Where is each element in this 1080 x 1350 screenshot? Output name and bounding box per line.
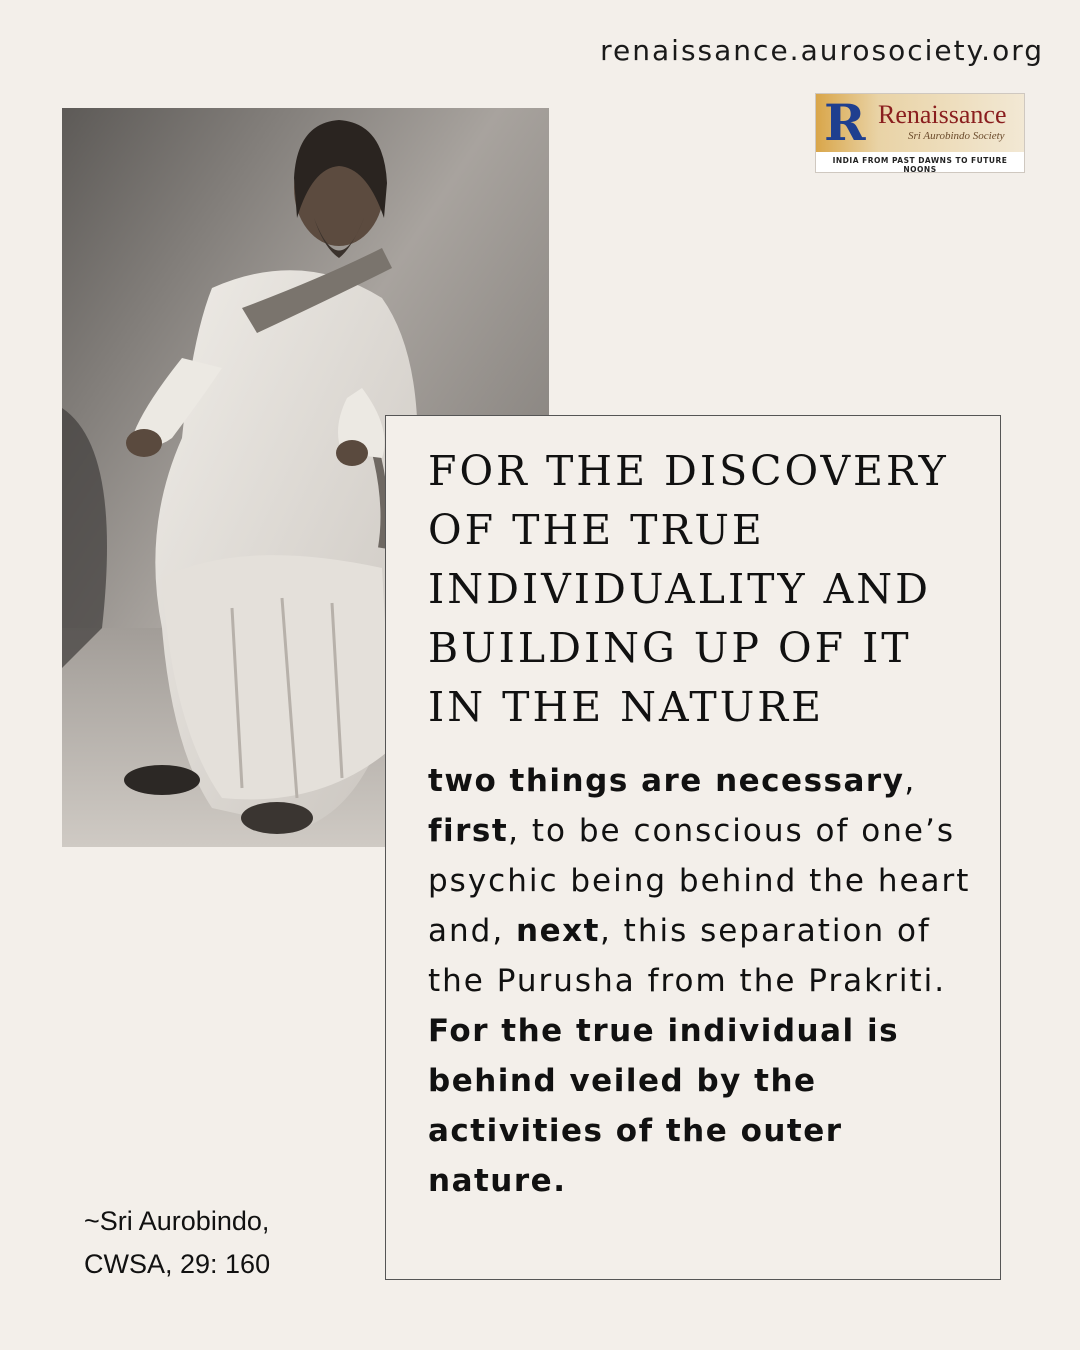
- heading-line: FOR THE DISCOVERY: [428, 447, 949, 495]
- quote-segment-bold: next: [516, 913, 600, 949]
- logo-letter-icon: R: [824, 93, 866, 152]
- site-url[interactable]: renaissance.aurosociety.org: [600, 34, 1044, 67]
- attribution-author: ~Sri Aurobindo,: [84, 1206, 270, 1236]
- logo-subtitle: Sri Aurobindo Society: [908, 130, 1005, 142]
- quote-segment-bold: For the true individual is behind veiled by the activities of the outer nature.: [428, 1013, 900, 1199]
- heading-line: BUILDING UP OF IT: [428, 624, 912, 672]
- logo-tagline: INDIA FROM PAST DAWNS TO FUTURE NOONS: [832, 156, 1008, 174]
- renaissance-logo[interactable]: [815, 93, 1025, 173]
- quote-segment-bold: two things are necessary: [428, 763, 905, 799]
- quote-segment: , to be conscious of one’s psychic being behind the heart and,: [428, 813, 971, 949]
- quote-segment: , this separation of the Purusha from the Prakriti.: [428, 913, 947, 999]
- heading-line: OF THE TRUE: [428, 506, 765, 554]
- attribution-source: CWSA, 29: 160: [84, 1249, 271, 1279]
- heading-line: IN THE NATURE: [428, 683, 825, 731]
- quote-segment-bold: first: [428, 813, 509, 849]
- attribution: [84, 1200, 270, 1286]
- heading-line: INDIVIDUALITY AND: [428, 565, 931, 613]
- quote-card: [385, 415, 1001, 1280]
- quote-segment: ,: [904, 763, 917, 799]
- quote-heading: [428, 442, 968, 737]
- logo-name: Renaissance: [878, 100, 1007, 129]
- quote-body: [428, 756, 988, 1206]
